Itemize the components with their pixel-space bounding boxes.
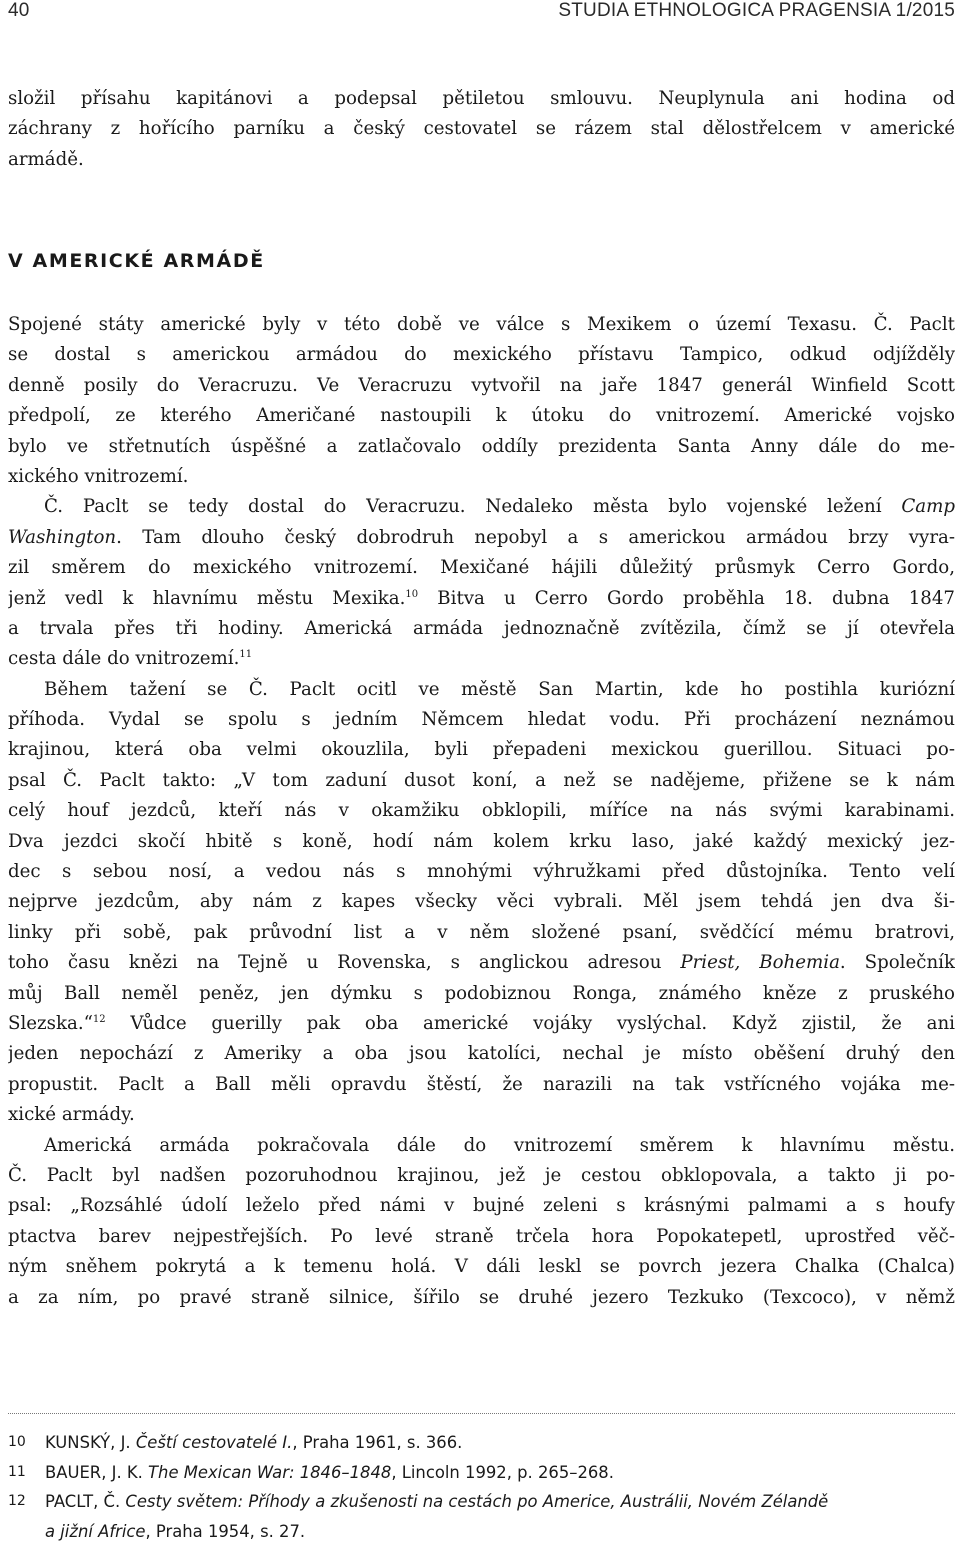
footnote-ref: 10 [405,588,419,600]
page-number: 40 [8,0,30,21]
footnote [8,1487,955,1546]
text-run: Č. Paclt se tedy dostal do Veracruzu. Nedaleko města bylo vojenské ležení [44,496,902,518]
text-line: můj Ball neměl peněz, jen dýmku s podobiznou Ronga, známého kněze z pruského [8,982,955,1004]
text-run: Vůdce guerilly pak oba americké vojáky vyslýchal. Když zjistil, že ani [105,1012,955,1034]
text-run: cesta dále do vnitrozemí. [8,648,240,670]
text-line: Dva jezdci skočí hbitě s koně, hodí nám kolem krku laso, jaké každý mexický jez- [8,830,955,852]
text-line [8,948,955,978]
text-line [8,584,955,614]
footnote-author: KUNSKÝ, J. [45,1433,136,1452]
text-line: a za ním, po pravé straně silnice, šířilo se druhé jezero Tezkuko (Texcoco), v němž [8,1286,955,1308]
text-run: . Tam dlouho český dobrodruh nepobyl a s americkou armádou brzy vyra- [116,526,955,548]
text-line: krajinou, která oba velmi okouzlila, byli přepadeni mexickou guerillou. Situaci po- [8,739,955,761]
footnote [8,1458,955,1488]
intro-paragraph [8,84,955,175]
text-line: xického vnitrozemí. [8,465,189,487]
text-line: jeden nepochází z Ameriky a oba jsou katolíci, nechal je místo oběšení druhý den [8,1043,955,1065]
italic-text: Priest, Bohemia [680,952,840,974]
section-heading: V AMERICKÉ ARMÁDĚ [8,250,265,272]
text-run: Slezska.“ [8,1012,93,1034]
text-line [8,492,955,522]
text-line: složil přísahu kapitánovi a podepsal pětiletou smlouvu. Neuplynula ani hodina od [8,88,955,109]
text-line: příhoda. Vydal se spolu s jedním Němcem hledat vodu. Při procházení neznámou [8,709,955,731]
text-run: Bitva u Cerro Gordo proběhla 18. dubna 1847 [418,587,955,609]
text-line [8,523,955,553]
footnote-number: 12 [8,1493,26,1510]
italic-text: Camp [901,496,955,518]
text-line: Spojené státy americké byly v této době ve válce s Mexikem o území Texasu. Č. Paclt [8,314,955,335]
footnotes [8,1428,955,1546]
text-line: celý houf jezdců, kteří nás v okamžiku obklopili, míříce na nás svými karabinami. [8,800,955,822]
text-line: a trvala přes tři hodiny. Americká armáda jednoznačně zvítězila, čímž se jí otevřela [8,617,955,639]
text-line: propustit. Paclt a Ball měli opravdu štěstí, že narazili na tak vstřícného vojáka me- [8,1073,955,1095]
text-line: Č. Paclt byl nadšen pozoruhodnou krajinou, jež je cestou obklopovala, a takto ji po- [8,1164,955,1186]
footnote-separator [8,1413,955,1414]
text-line: ptactva barev nejpestřejších. Po levé straně trčela hora Popokatepetl, uprostřed věč- [8,1225,955,1247]
text-line: záchrany z hořícího parníku a český cestovatel se rázem stal dělostřelcem v americké [8,118,955,140]
text-line: předpolí, ze kterého Američané nastoupili k útoku do vnitrozemí. Americké vojsko [8,405,955,427]
text-line: se dostal s americkou armádou do mexického přístavu Tampico, odkud odjížděly [8,344,955,366]
text-line: linky při sobě, pak průvodní list a v něm složené psaní, svědčící mému bratrovi, [8,921,955,943]
text-line: zil směrem do mexického vnitrozemí. Mexičané hájili důležitý průsmyk Cerro Gordo, [8,557,955,579]
text-line: Během tažení se Č. Paclt ocitl ve městě San Martin, kde ho postihla kuriózní [44,678,955,700]
footnote-details: , Praha 1954, s. 27. [145,1521,306,1541]
journal-title: STUDIA ETHNOLOGICA PRAGENSIA 1/2015 [558,0,955,21]
text-line [8,644,955,674]
text-run: . Společník [839,952,955,974]
footnote-number: 11 [8,1463,26,1480]
text-line: xické armády. [8,1104,135,1126]
footnote [8,1428,955,1458]
footnote-ref: 12 [92,1013,106,1025]
footnote-details: , Praha 1961, s. 366. [292,1433,463,1452]
footnote-author: BAUER, J. K. [45,1462,149,1482]
italic-text: Washington [8,526,117,548]
text-run: jenž vedl k hlavnímu městu Mexika. [8,587,406,609]
text-line: dec s sebou nosí, a vedou nás s mnohými výhružkami před důstojníka. Tento velí [8,861,955,883]
text-line: Americká armáda pokračovala dále do vnitrozemí směrem k hlavnímu městu. [44,1134,955,1156]
footnote-author: PACLT, Č. [45,1492,126,1512]
text-line [8,1009,955,1039]
text-line: armádě. [8,148,84,170]
text-line: psal Č. Paclt takto: „V tom zaduní dusot koní, a než se nadějeme, přiženе se k nám [8,769,955,791]
footnote-title-cont: a jižní Africe [45,1521,146,1541]
footnote-title: Čeští cestovatelé I. [135,1433,293,1452]
text-line: psal: „Rozsáhlé údolí leželo před námi v bujné zeleni s krásnými palmami a s houfy [8,1195,955,1217]
text-line: ným sněhem pokrytá a k temenu holá. V dáli leskl se povrch jezera Chalka (Chalca) [8,1256,955,1278]
text-run: toho času knězi na Tejně u Rovenska, s anglickou adresou [8,952,681,974]
document-page [8,0,955,1547]
footnote-ref: 11 [239,649,253,661]
text-line: bylo ve střetnutích úspěšné a zatlačovalo oddíly prezidenta Santa Anny dále do me- [8,435,955,457]
footnote-number: 10 [8,1434,26,1450]
text-line: denně posily do Veracruzu. Ve Veracruzu vytvořil na jaře 1847 generál Winfield Scott [8,374,955,396]
footnote-details: , Lincoln 1992, p. 265–268. [391,1462,614,1482]
running-header [8,0,955,24]
section-body [8,310,955,1313]
text-line: nejprve jezdcům, aby nám z kapes všecky věci vybrali. Měl jsem tehdá jen dva ši- [8,891,955,913]
footnote-title: Cesty světem: Příhody a zkušenosti na cestách po Americe, Austrálii, Novém Zélandě [125,1492,829,1512]
footnote-title: The Mexican War: 1846–1848 [148,1462,392,1482]
